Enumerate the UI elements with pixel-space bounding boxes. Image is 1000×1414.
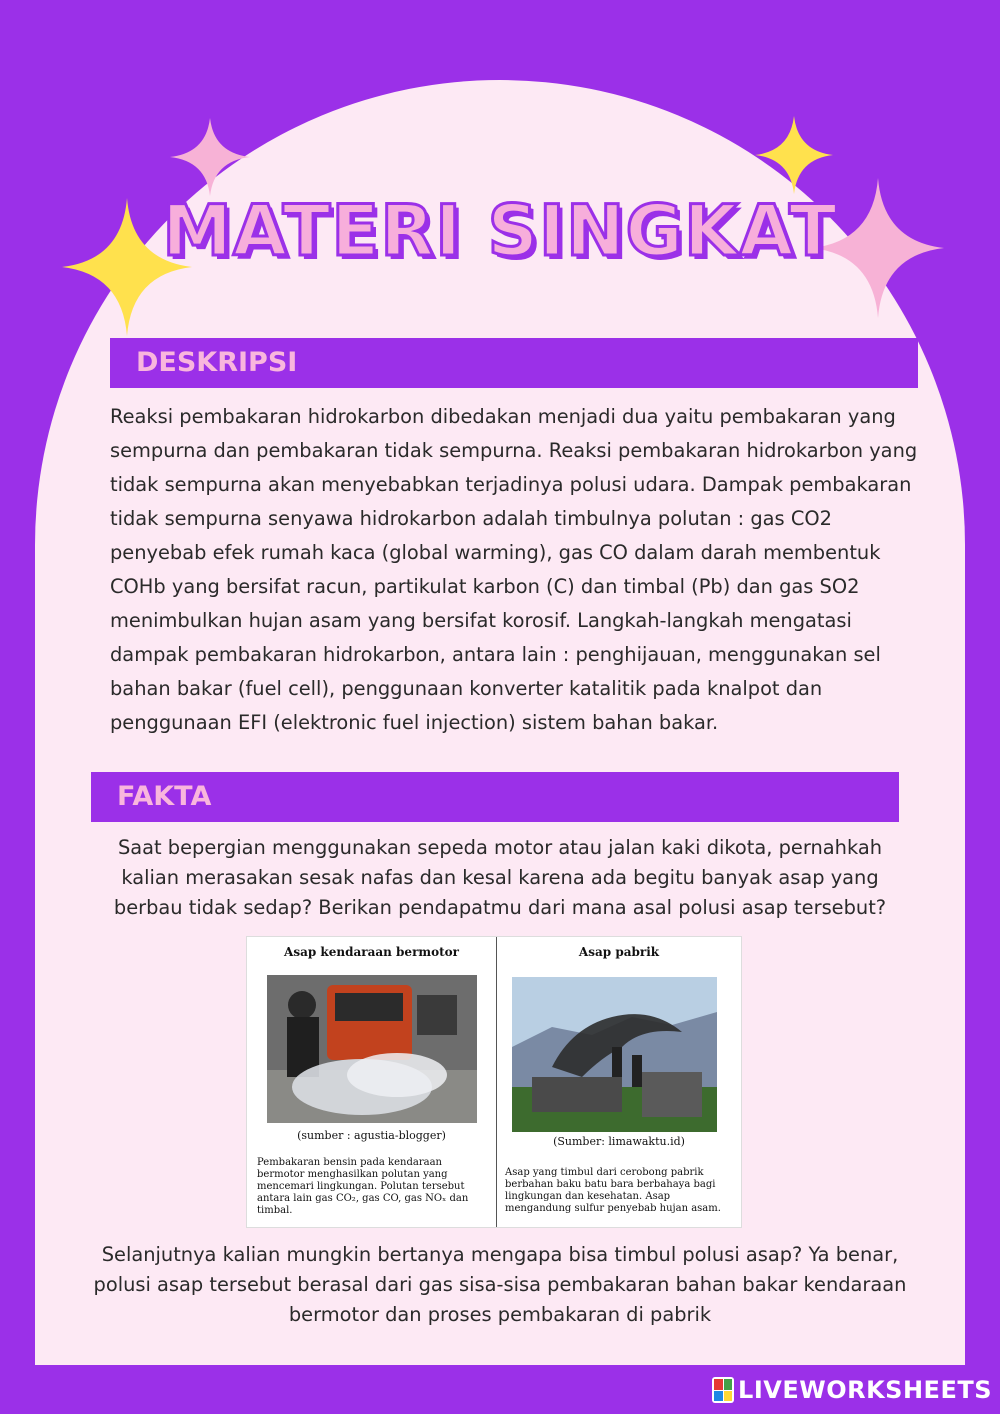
pink-sparkle-icon [170,118,250,196]
section-heading-fakta: FAKTA [91,772,899,822]
fakta-intro: Saat bepergian menggunakan sepeda motor atau jalan kaki dikota, pernahkah kalian merasakan sesak nafas dan kesal karena ada begitu banyak asap yang berbau tidak sedap? Berikan pendapatmu dari mana asal polusi asap tersebut? [113,836,887,919]
figure-panel-vehicle [247,937,497,1227]
brand-name: LIVEWORKSHEETS [738,1376,992,1404]
figure-heading: Asap pabrik [578,945,660,959]
figure-caption: Pembakaran bensin pada kendaraan bermotor menghasilkan polutan yang mencemari lingkungan. Polutan tersebut antara lain gas CO₂, gas CO, gas NOₓ dan timbal. [257,1157,469,1216]
fakta-closing: Selanjutnya kalian mungkin bertanya mengapa bisa timbul polusi asap? Ya benar, polusi asap tersebut berasal dari gas sisa-sisa pembakaran bahan bakar kendaraan bermotor dan proses pembakaran di pabrik [93,1243,907,1326]
factory-smoke-photo [512,977,717,1132]
figure-heading: Asap kendaraan bermotor [284,945,459,959]
deskripsi-body: Reaksi pembakaran hidrokarbon dibedakan menjadi dua yaitu pembakaran yang sempurna dan pembakaran tidak sempurna. Reaksi pembakaran hidrokarbon yang tidak sempurna akan menyebabkan terjadinya polusi udara. Dampak pembakaran tidak sempurna senyawa hidrokarbon adalah timbulnya polutan : gas CO2 penyebab efek rumah kaca (global warming), gas CO dalam darah membentuk COHb yang bersifat racun, partikulat karbon (C) dan timbal (Pb) dan gas SO2 menimbulkan hujan asam yang bersifat korosif. Langkah-langkah mengatasi dampak pembakaran hidrokarbon, antara lain : penghijauan, menggunakan sel bahan bakar (fuel cell), penggunaan konverter katalitik pada knalpot dan penggunaan EFI (elektronic fuel injection) sistem bahan bakar. [110,405,918,734]
figure-source: (Sumber: limawaktu.id) [553,1135,685,1148]
vehicle-smoke-photo [267,975,477,1123]
figure-source: (sumber : agustia-blogger) [297,1129,446,1142]
liveworksheets-logo[interactable] [712,1376,992,1404]
liveworksheets-logo-icon [712,1377,734,1403]
figure-caption: Asap yang timbul dari cerobong pabrik berbahan baku batu bara berbahaya bagi lingkungan dan kesehatan. Asap mengandung sulfur penyebab hujan asam. [505,1167,721,1214]
figure-panel-factory [497,937,741,1227]
pollution-figure [246,936,742,1228]
page-title: MATERI SINGKAT [162,190,838,272]
section-heading-deskripsi: DESKRIPSI [110,338,918,388]
